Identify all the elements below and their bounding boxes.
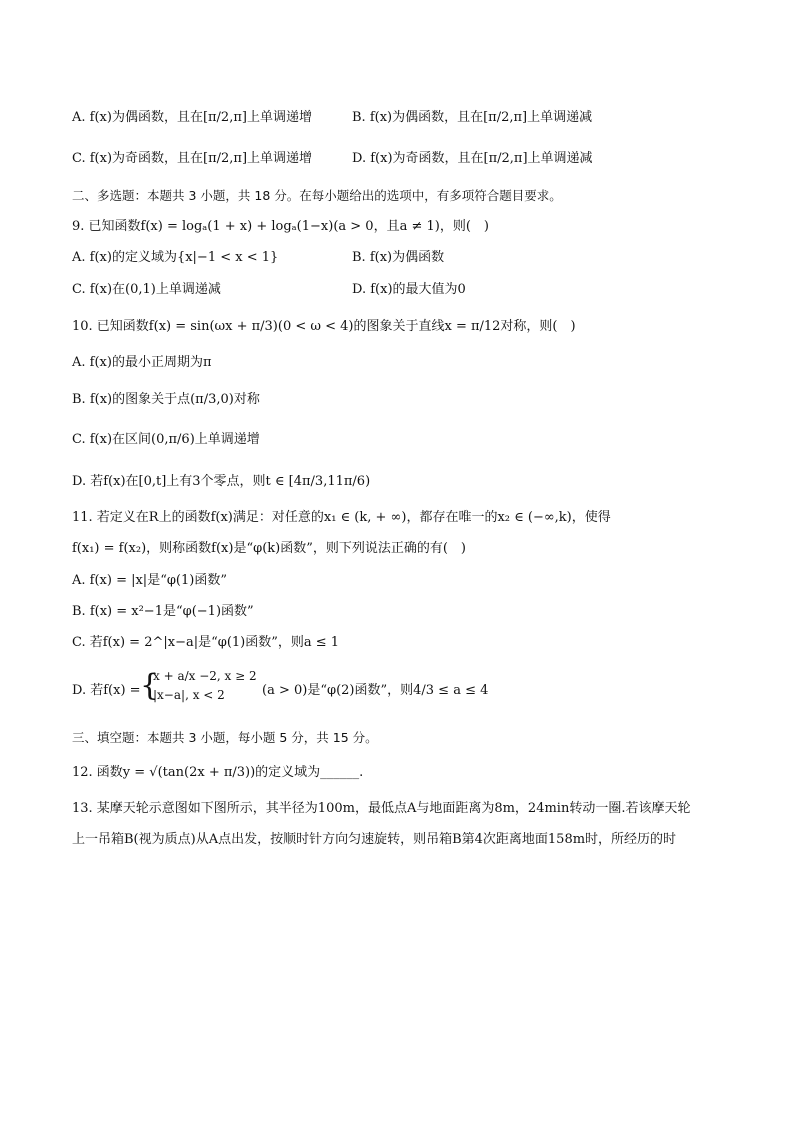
q10-option-b: B. f(x)的图象关于点(π/3,0)对称 — [72, 392, 260, 407]
brace-symbol: { — [140, 668, 160, 703]
q8-option-d: D. f(x)为奇函数，且在[π/2,π]上单调递减 — [352, 151, 593, 166]
q11-option-a: A. f(x) = |x|是“φ(1)函数” — [72, 573, 227, 588]
q12: 12. 函数y = √(tan(2x + π/3))的定义域为______. — [72, 765, 364, 780]
q10-stem: 10. 已知函数f(x) = sin(ωx + π/3)(0 < ω < 4)的图象关于直线x = π/12对称，则( ) — [72, 319, 576, 334]
q11-option-d-case1: x + a/x −2, x ≥ 2 — [153, 669, 257, 683]
q9-option-b: B. f(x)为偶函数 — [352, 250, 445, 265]
q13-line2: 上一吊箱B(视为质点)从A点出发，按顺时针方向匀速旋转，则吊箱B第4次距离地面158m时，所经历的时 — [72, 832, 677, 847]
q9-option-d: D. f(x)的最大值为0 — [352, 282, 466, 297]
q11-stem-line2: f(x₁) = f(x₂)，则称函数f(x)是“φ(k)函数”，则下列说法正确的有( ) — [72, 541, 466, 556]
q11-stem-line1: 11. 若定义在R上的函数f(x)满足：对任意的x₁ ∈ (k, + ∞)，都存在唯一的x₂ ∈ (−∞,k)，使得 — [72, 510, 611, 525]
q10-option-c: C. f(x)在区间(0,π/6)上单调递增 — [72, 432, 260, 447]
q10-option-a: A. f(x)的最小正周期为π — [72, 355, 212, 370]
q10-option-d: D. 若f(x)在[0,t]上有3个零点，则t ∈ [4π/3,11π/6) — [72, 474, 371, 489]
q11-option-d-prefix: D. 若f(x) = — [72, 683, 141, 698]
q9-option-a: A. f(x)的定义域为{x|−1 < x < 1} — [72, 250, 279, 265]
q8-option-a: A. f(x)为偶函数，且在[π/2,π]上单调递增 — [72, 110, 312, 125]
q9-option-c: C. f(x)在(0,1)上单调递减 — [72, 282, 221, 297]
section2-heading: 二、多选题：本题共 3 小题，共 18 分。在每小题给出的选项中，有多项符合题目要求。 — [72, 188, 562, 203]
q8-option-b: B. f(x)为偶函数，且在[π/2,π]上单调递减 — [352, 110, 593, 125]
section3-heading: 三、填空题：本题共 3 小题，每小题 5 分，共 15 分。 — [72, 730, 378, 745]
q13-line1: 13. 某摩天轮示意图如下图所示，其半径为100m，最低点A与地面距离为8m，24min转动一圈.若该摩天轮 — [72, 801, 691, 816]
q11-option-b: B. f(x) = x²−1是“φ(−1)函数” — [72, 604, 254, 619]
q8-option-c: C. f(x)为奇函数，且在[π/2,π]上单调递增 — [72, 151, 313, 166]
q11-option-c: C. 若f(x) = 2^|x−a|是“φ(1)函数”，则a ≤ 1 — [72, 635, 340, 650]
q9-stem: 9. 已知函数f(x) = logₐ(1 + x) + logₐ(1−x)(a > 0，且a ≠ 1)，则( ) — [72, 219, 489, 234]
q11-option-d-case2: |x−a|, x < 2 — [153, 688, 225, 702]
q11-option-d-suffix: (a > 0)是“φ(2)函数”，则4/3 ≤ a ≤ 4 — [262, 683, 489, 698]
